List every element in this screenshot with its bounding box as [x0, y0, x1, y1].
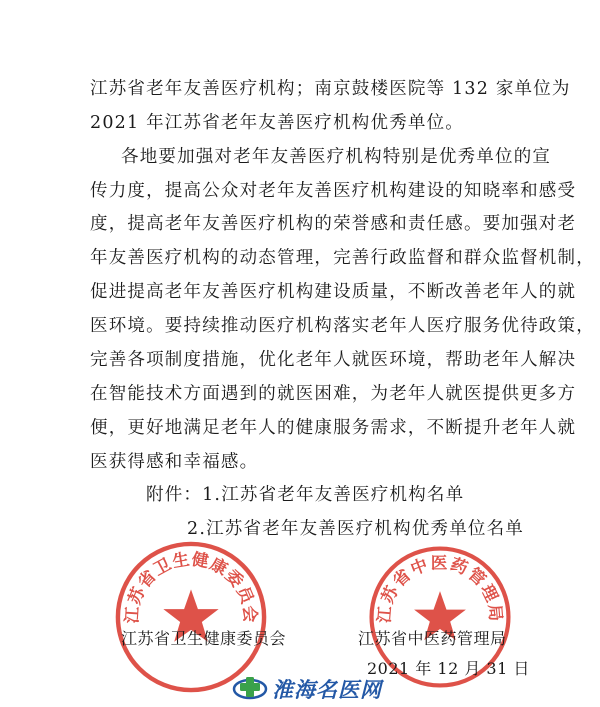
watermark-logo: [232, 672, 384, 704]
attachment-2: 2.江苏省老年友善医疗机构优秀单位名单: [187, 519, 524, 539]
body-line-10: 在智能技术方面遇到的就医困难，为老年人就医提供更多方: [90, 384, 577, 404]
attachment-1: 附件：1.江苏省老年友善医疗机构名单: [146, 485, 465, 505]
right-seal-text: 江苏省中医药管理局: [373, 552, 507, 624]
body-line-7: 促进提高老年友善医疗机构建设质量，不断改善老年人的就: [90, 282, 577, 302]
left-seal-text: 江苏省卫生健康委员会: [121, 548, 261, 625]
body-line-9: 完善各项制度措施，优化老年人就医环境，帮助老年人解决: [90, 350, 577, 370]
watermark-text: 淮海名医网: [272, 678, 382, 702]
body-line-12: 医获得感和幸福感。: [90, 452, 259, 472]
body-line-3: 各地要加强对老年友善医疗机构特别是优秀单位的宣: [121, 147, 552, 167]
signature-right-org: 江苏省中医药管理局: [358, 629, 507, 648]
body-line-6: 年友善医疗机构的动态管理，完善行政监督和群众监督机制，: [90, 248, 595, 268]
body-line-2: 2021 年江苏省老年友善医疗机构优秀单位。: [90, 113, 464, 133]
body-line-8: 医环境。要持续推动医疗机构落实老年人医疗服务优待政策，: [90, 316, 595, 336]
body-line-5: 度，提高老年友善医疗机构的荣誉感和责任感。要加强对老: [90, 214, 577, 234]
body-line-4: 传力度，提高公众对老年友善医疗机构建设的知晓率和感受: [90, 181, 577, 201]
body-line-11: 便，更好地满足老年人的健康服务需求，不断提升老年人就: [90, 418, 577, 438]
body-line-1: 江苏省老年友善医疗机构；南京鼓楼医院等 132 家单位为: [90, 79, 571, 99]
signature-date: 2021 年 12 月 31 日: [367, 659, 530, 678]
watermark-emblem-icon: [232, 672, 268, 702]
signature-left-org: 江苏省卫生健康委员会: [121, 629, 287, 648]
